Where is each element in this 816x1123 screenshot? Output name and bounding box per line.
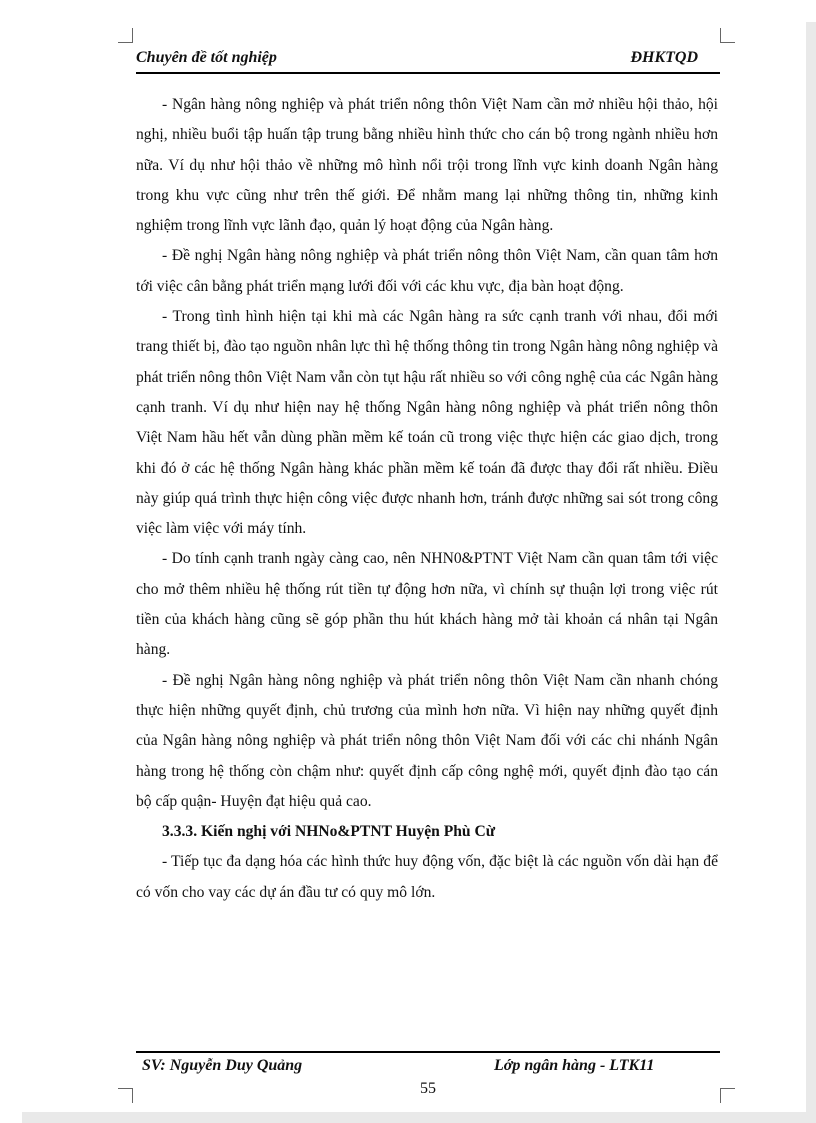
margin-corner-top-right [720,28,735,43]
margin-corner-top-left [118,28,133,43]
paragraph: - Trong tình hình hiện tại khi mà các Ngân hàng ra sức cạnh tranh với nhau, đổi mới trang thiết bị, đào tạo nguồn nhân lực thì hệ thống thông tin trong Ngân hàng nông nghiệp và phát triển nông thôn Việt Nam vẫn còn tụt hậu rất nhiều so với công nghệ của các Ngân hàng cạnh tranh. Ví dụ như hiện nay hệ thống Ngân hàng nông nghiệp và phát triển nông thôn Việt Nam hầu hết vẫn dùng phần mềm kế toán cũ trong việc thực hiện các giao dịch, trong khi đó ở các hệ thống Ngân hàng khác phần mềm kế toán đã được thay đổi rất nhiều. Điều này giúp quá trình thực hiện công việc được nhanh hơn, tránh được những sai sót trong công việc làm việc với máy tính. [136,308,718,538]
paragraph: - Tiếp tục đa dạng hóa các hình thức huy động vốn, đặc biệt là các nguồn vốn dài hạn để có vốn cho vay các dự án đầu tư có quy mô lớn. [136,853,718,901]
paragraph: - Ngân hàng nông nghiệp và phát triển nông thôn Việt Nam cần mở nhiều hội thảo, hội nghị, nhiều buổi tập huấn tập trung bằng nhiều hình thức cho cán bộ trong ngành nhiều hơn nữa. Ví dụ như hội thảo về những mô hình nổi trội trong lĩnh vực kinh doanh Ngân hàng trong khu vực cũng như trên thế giới. Để nhằm mang lại những thông tin, những kinh nghiệm trong lĩnh vực lãnh đạo, quản lý hoạt động của Ngân hàng. [136,96,718,235]
footer-student: SV: Nguyễn Duy Quảng [142,1057,303,1074]
body-content [136,90,718,908]
margin-corner-bottom-right [720,1088,735,1103]
paragraph: - Đề nghị Ngân hàng nông nghiệp và phát triển nông thôn Việt Nam cần nhanh chóng thực hiện những quyết định, chủ trương của mình hơn nữa. Vì hiện nay những quyết định của Ngân hàng nông nghiệp và phát triển nông thôn Việt Nam đối với các chi nhánh Ngân hàng trong hệ thống còn chậm như: quyết định cấp công nghệ mới, quyết định đào tạo cán bộ cấp quận- Huyện đạt hiệu quả cao. [136,671,718,810]
footer-class: Lớp ngân hàng - LTK11 [494,1057,655,1074]
margin-corner-bottom-left [118,1088,133,1103]
page-shadow-right [806,22,816,1123]
page-header [136,46,720,74]
section-heading: 3.3.3. Kiến nghị với NHNo&PTNT Huyện Phù Cừ [162,823,496,841]
page-number: 55 [420,1080,436,1097]
paragraph: - Đề nghị Ngân hàng nông nghiệp và phát triển nông thôn Việt Nam, cần quan tâm hơn tới việc cân bằng phát triển mạng lưới đối với các khu vực, địa bàn hoạt động. [136,247,718,295]
header-university: ĐHKTQD [630,49,698,66]
page-footer [136,1051,720,1081]
page-shadow-bottom [22,1112,816,1123]
header-title: Chuyên đề tốt nghiệp [136,49,277,66]
paragraph: - Do tính cạnh tranh ngày càng cao, nên NHN0&PTNT Việt Nam cần quan tâm tới việc cho mở thêm nhiều hệ thống rút tiền tự động hơn nữa, vì chính sự thuận lợi trong việc rút tiền của khách hàng cũng sẽ góp phần thu hút khách hàng mở tài khoản cá nhân tại Ngân hàng. [136,550,718,659]
